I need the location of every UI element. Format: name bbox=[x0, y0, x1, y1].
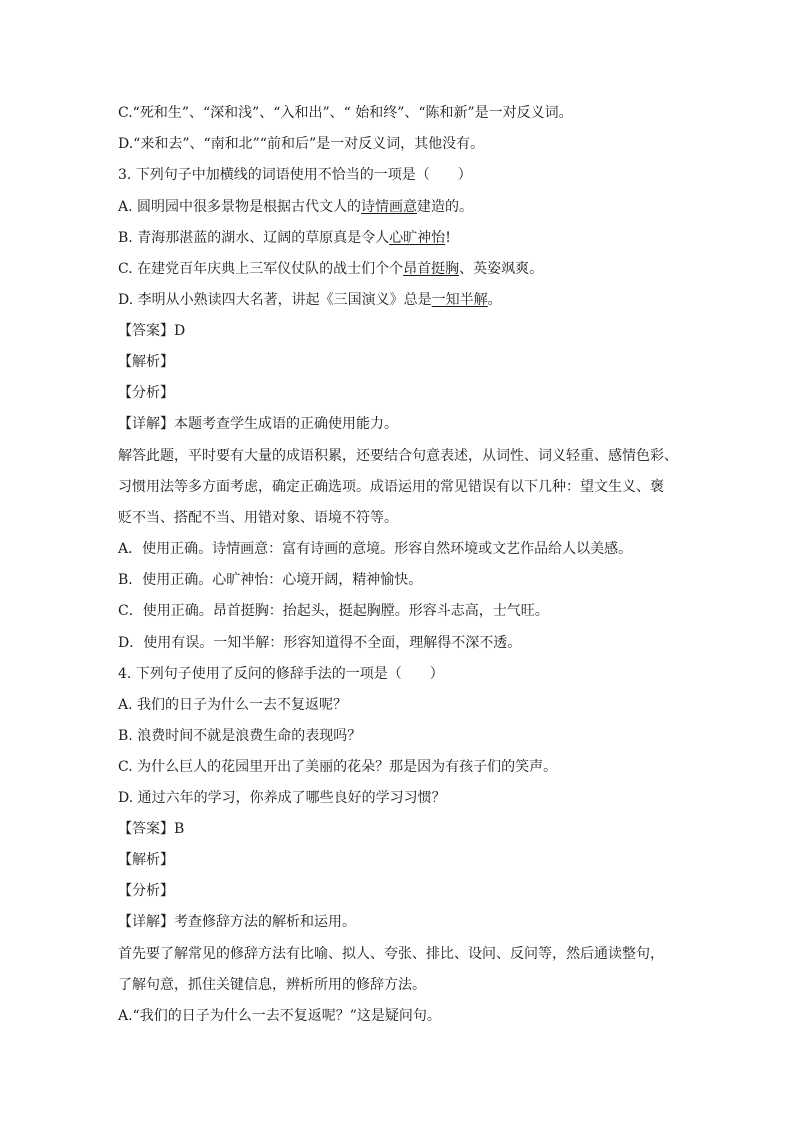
q3-paragraph-line-1: 解答此题，平时要有大量的成语积累，还要结合句意表述，从词性、词义轻重、感情色彩、 bbox=[118, 448, 678, 464]
q4-paragraph-line-2: 了解句意，抓住关键信息，辨析所用的修辞方法。 bbox=[118, 977, 426, 993]
q4-option-a: A. 我们的日子为什么一去不复返呢？ bbox=[118, 697, 348, 713]
q2-option-c: C.“死和生”、“深和浅”、“入和出”、“ 始和终”、“陈和新”是一对反义词。 bbox=[118, 105, 573, 121]
q4-stem: 4. 下列句子使用了反问的修辞手法的一项是（ ） bbox=[118, 666, 444, 682]
underlined-term: 诗情画意 bbox=[361, 199, 418, 215]
q4-fenxi-heading: 【分析】 bbox=[118, 883, 174, 899]
q3-answer: 【答案】D bbox=[118, 323, 186, 339]
q3-explain-c: C．使用正确。昂首挺胸：抬起头，挺起胸膛。形容斗志高，士气旺。 bbox=[118, 603, 549, 619]
q4-detail: 【详解】考查修辞方法的解析和运用。 bbox=[118, 914, 356, 930]
q4-option-d: D. 通过六年的学习，你养成了哪些良好的学习习惯？ bbox=[118, 790, 446, 806]
q3-detail: 【详解】本题考查学生成语的正确使用能力。 bbox=[118, 416, 398, 432]
q3-option-d: D. 李明从小熟读四大名著，讲起《三国演义》总是一知半解。 bbox=[118, 292, 502, 308]
q3-explain-a: A．使用正确。诗情画意：富有诗画的意境。形容自然环境或文艺作品给人以美感。 bbox=[118, 541, 633, 557]
underlined-term: 昂首挺胸 bbox=[403, 261, 460, 277]
underlined-term: 心旷神怡 bbox=[389, 230, 446, 246]
q4-analysis-heading: 【解析】 bbox=[118, 852, 174, 868]
q4-explain-a: A.“我们的日子为什么一去不复返呢？”这是疑问句。 bbox=[118, 1008, 441, 1024]
q4-answer: 【答案】B bbox=[118, 821, 185, 837]
q4-paragraph-line-1: 首先要了解常见的修辞方法有比喻、拟人、夸张、排比、设问、反问等，然后通读整句， bbox=[118, 946, 664, 962]
q3-option-a: A. 圆明园中很多景物是根据古代文人的诗情画意建造的。 bbox=[118, 199, 474, 215]
q3-option-b: B. 青海那湛蓝的湖水、辽阔的草原真是令人心旷神怡! bbox=[118, 230, 451, 246]
q3-stem: 3. 下列句子中加横线的词语使用不恰当的一项是（ ） bbox=[118, 167, 472, 183]
q4-option-c: C. 为什么巨人的花园里开出了美丽的花朵？那是因为有孩子们的笑声。 bbox=[118, 759, 558, 775]
q3-paragraph-line-3: 贬不当、搭配不当、用错对象、语境不符等。 bbox=[118, 510, 398, 526]
underlined-term: 一知半解 bbox=[431, 292, 488, 308]
q2-option-d: D.“来和去”、“南和北”“前和后”是一对反义词，其他没有。 bbox=[118, 136, 485, 152]
q3-analysis-heading: 【解析】 bbox=[118, 354, 174, 370]
q4-option-b: B. 浪费时间不就是浪费生命的表现吗？ bbox=[118, 728, 362, 744]
q3-fenxi-heading: 【分析】 bbox=[118, 385, 174, 401]
q3-explain-d: D．使用有误。一知半解：形容知道得不全面，理解得不深不透。 bbox=[118, 635, 522, 651]
q3-explain-b: B．使用正确。心旷神怡：心境开阔，精神愉快。 bbox=[118, 572, 423, 588]
q3-option-c: C. 在建党百年庆典上三军仪仗队的战士们个个昂首挺胸、英姿飒爽。 bbox=[118, 261, 544, 277]
q3-paragraph-line-2: 习惯用法等多方面考虑，确定正确选项。成语运用的常见错误有以下几种：望文生义、褒 bbox=[118, 479, 664, 495]
